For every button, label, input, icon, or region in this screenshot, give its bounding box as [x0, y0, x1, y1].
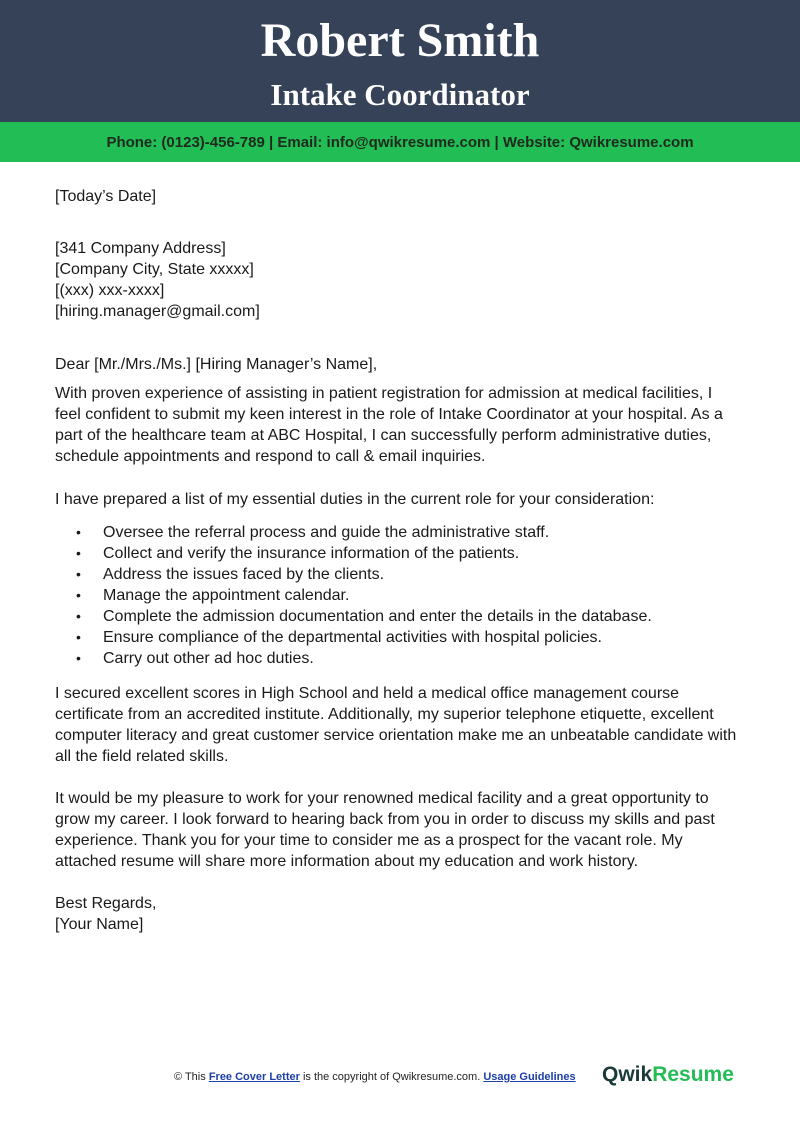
- duty-text: Carry out other ad hoc duties.: [103, 650, 314, 667]
- list-item: [55, 522, 755, 543]
- duty-text: Address the issues faced by the clients.: [103, 566, 385, 583]
- list-item: [55, 564, 755, 585]
- duty-text: Oversee the referral process and guide the administrative staff.: [103, 524, 550, 541]
- duty-text: Collect and verify the insurance information of the patients.: [103, 545, 520, 562]
- list-item: [55, 606, 755, 627]
- bullet-icon: •: [76, 566, 81, 582]
- paragraph-line: feel confident to submit my keen interest in the role of Intake Coordinator at your hospital. As a: [55, 406, 723, 423]
- qwikresume-logo: [602, 1062, 734, 1088]
- job-title: Intake Coordinator: [270, 77, 530, 112]
- letter-body: [55, 186, 755, 935]
- candidate-name: Robert Smith: [260, 14, 540, 67]
- list-item: [55, 648, 755, 669]
- list-item: [55, 585, 755, 606]
- paragraph-qualifications: [55, 683, 755, 767]
- contact-bar: Phone: (0123)-456-789 | Email: info@qwikresume.com | Website: Qwikresume.com: [0, 122, 800, 162]
- list-item: [55, 543, 755, 564]
- paragraph-line: experience. Thank you for your time to consider me as a prospect for the vacant role. My: [55, 832, 683, 849]
- paragraph-line: With proven experience of assisting in patient registration for admission at medical facilities, I: [55, 385, 713, 402]
- list-item: [55, 627, 755, 648]
- paragraph-line: attached resume will share more information about my education and work history.: [55, 853, 639, 870]
- bullet-icon: •: [76, 587, 81, 603]
- paragraph-line: certificate from an accredited institute. Additionally, my superior telephone etiquette, excellent: [55, 706, 714, 723]
- bullet-icon: •: [76, 545, 81, 561]
- address-line: [341 Company Address]: [55, 240, 226, 257]
- paragraph-closing: [55, 788, 755, 872]
- bullet-icon: •: [76, 629, 81, 645]
- salutation: Dear [Mr./Mrs./Ms.] [Hiring Manager’s Name],: [55, 356, 378, 373]
- closing: Best Regards,: [55, 895, 157, 912]
- duty-text: Complete the admission documentation and enter the details in the database.: [103, 608, 652, 625]
- logo-part: Qwik: [602, 1063, 653, 1086]
- recipient-address: [55, 238, 755, 322]
- paragraph-line: schedule appointments and respond to call & email inquiries.: [55, 448, 486, 465]
- paragraph-line: grow my career. I look forward to hearing back from you in order to discuss my skills and past: [55, 811, 715, 828]
- header-banner: [0, 0, 800, 122]
- logo-part: Resume: [652, 1063, 734, 1086]
- bullet-icon: •: [76, 524, 81, 540]
- usage-guidelines-link[interactable]: Usage Guidelines: [483, 1071, 576, 1083]
- bullet-icon: •: [76, 608, 81, 624]
- paragraph-line: It would be my pleasure to work for your renowned medical facility and a great opportunity to: [55, 790, 709, 807]
- paragraph-line: all the field related skills.: [55, 748, 229, 765]
- paragraph-line: I secured excellent scores in High School and held a medical office management course: [55, 685, 680, 702]
- paragraph-line: part of the healthcare team at ABC Hospital, I can successfully perform administrative duties,: [55, 427, 712, 444]
- paragraph-duties-intro: I have prepared a list of my essential duties in the current role for your consideration:: [55, 491, 655, 508]
- duty-text: Manage the appointment calendar.: [103, 587, 350, 604]
- free-cover-letter-link[interactable]: Free Cover Letter: [208, 1071, 300, 1083]
- copyright-notice: [174, 1070, 576, 1084]
- letter-date: [Today’s Date]: [55, 188, 157, 205]
- copyright-text: is the copyright of Qwikresume.com.: [299, 1071, 484, 1083]
- address-line: [hiring.manager@gmail.com]: [55, 303, 260, 320]
- paragraph-intro: [55, 383, 755, 467]
- signature: [Your Name]: [55, 916, 144, 933]
- address-line: [(xxx) xxx-xxxx]: [55, 282, 165, 299]
- copyright-text: © This: [174, 1071, 209, 1083]
- bullet-icon: •: [76, 650, 81, 666]
- duties-list: [55, 522, 755, 669]
- footer: [0, 1060, 800, 1090]
- address-line: [Company City, State xxxxx]: [55, 261, 254, 278]
- duty-text: Ensure compliance of the departmental activities with hospital policies.: [103, 629, 602, 646]
- paragraph-line: computer literacy and great customer service orientation make me an unbeatable candidate with: [55, 727, 737, 744]
